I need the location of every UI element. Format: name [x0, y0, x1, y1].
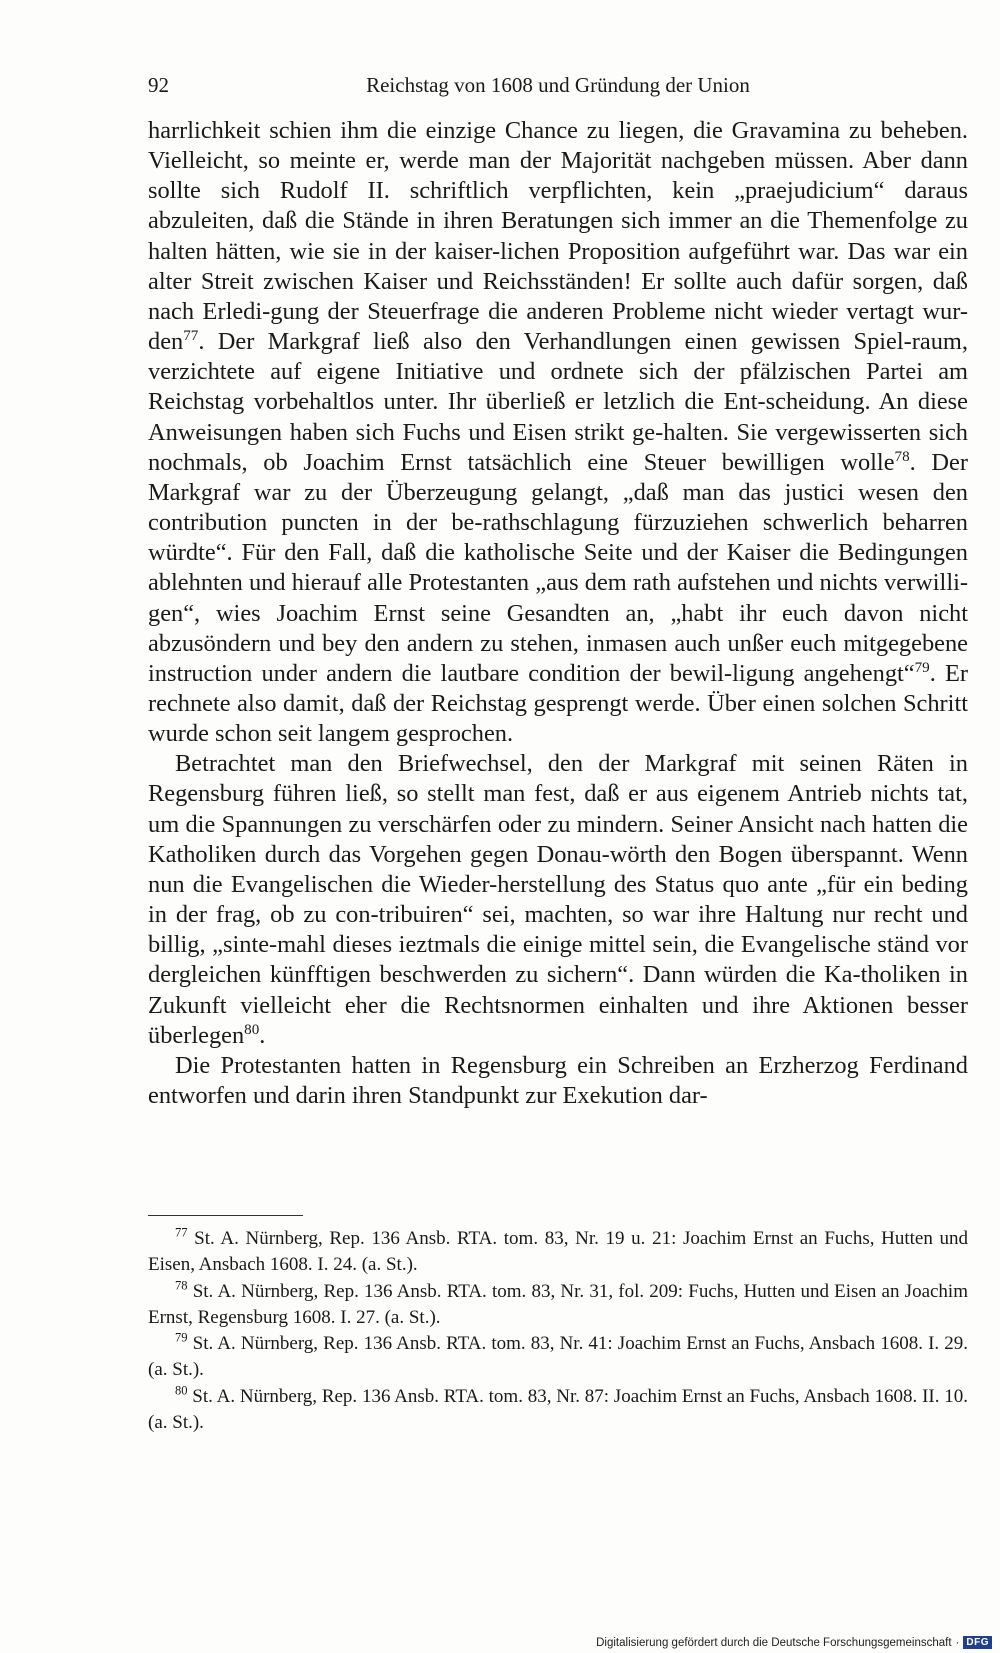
paragraph [148, 1051, 968, 1111]
footnote-number: 77 [175, 1225, 188, 1240]
footnote-number: 79 [175, 1330, 188, 1345]
page-number: 92 [148, 73, 169, 97]
footnote-text: St. A. Nürnberg, Rep. 136 Ansb. RTA. tom. 83, Nr. 41: Joachim Ernst an Fuchs, Ansbach 1608. I. 29. (a. St.). [148, 1333, 968, 1381]
credit-text: Digitalisierung gefördert durch die Deutsche Forschungsgemeinschaft [596, 1636, 952, 1649]
footnote-text: St. A. Nürnberg, Rep. 136 Ansb. RTA. tom. 83, Nr. 87: Joachim Ernst an Fuchs, Ansbach 1608. II. 10. (a. St.). [148, 1385, 968, 1434]
paragraph [148, 116, 968, 749]
digitization-credit [596, 1636, 992, 1649]
footnote-divider [148, 1215, 303, 1216]
footnote-number: 78 [175, 1278, 188, 1293]
footnote-text: St. A. Nürnberg, Rep. 136 Ansb. RTA. tom. 83, Nr. 19 u. 21: Joachim Ernst an Fuchs, Hutten und Eisen, Ansbach 1608. I. 24. (a. St.). [148, 1228, 968, 1276]
text-run: . [259, 1021, 266, 1049]
footnote-ref: 80 [244, 1021, 260, 1038]
footnote-number: 80 [175, 1383, 188, 1398]
text-run: harrlichkeit schien ihm die einzige Chance zu liegen, die Gravamina zu beheben. Vielleicht, so meinte er, werde man der Majorität nachgeben müssen. Aber dann sollte sich Rudolf II. schriftlich verpflichten, kein „praejudicium“ daraus abzuleiten, daß die Stände in ihren Beratungen sich immer an die Themenfolge zu halten hätten, wie sie in der kaiser-lichen Proposition aufgeführt war. Das war ein alter Streit zwischen Kaiser und Reichsständen! Er sollte auch dafür sorgen, daß nach Erledi-gung der Steuerfrage die anderen Probleme nicht wieder vertagt wur-den [148, 117, 968, 356]
footnote-ref: 78 [894, 448, 910, 465]
running-title: Reichstag von 1608 und Gründung der Union [366, 73, 750, 97]
footnote-text: St. A. Nürnberg, Rep. 136 Ansb. RTA. tom. 83, Nr. 31, fol. 209: Fuchs, Hutten und Eisen an Joachim Ernst, Regensburg 1608. I. 27. (a. St.). [148, 1280, 968, 1328]
footnote [148, 1226, 968, 1279]
text-run: Die Protestanten hatten in Regensburg ein Schreiben an Erzherzog Ferdinand entworfen und darin ihren Standpunkt zur Exekution dar- [148, 1051, 968, 1109]
footnote-ref: 79 [914, 659, 930, 676]
footnotes [148, 1226, 968, 1436]
text-run: . Er rechnete also damit, daß der Reichstag gesprengt werde. Über einen solchen Schritt wurde schon seit langem gesprochen. [148, 659, 968, 748]
main-text [148, 116, 968, 1111]
text-run: . Der Markgraf war zu der Überzeugung gelangt, „daß man das justici wesen den contribution puncten in der be-rathschlagung fürzuziehen schwerlich beharren würdte“. Für den Fall, daß die katholische Seite und der Kaiser die Bedingungen ablehnten und hierauf alle Protestanten „aus dem rath aufstehen und nichts verwilli-gen“, wies Joachim Ernst seine Gesandten an, „habt ihr euch davon nicht abzusöndern und bey den andern zu stehen, inmasen auch unßer euch mitgegebene instruction under andern die lautbare condition der bewil-ligung angehengt“ [148, 448, 968, 687]
footnote [148, 1384, 968, 1437]
footnote [148, 1331, 968, 1384]
text-run: . Der Markgraf ließ also den Verhandlungen einen gewissen Spiel-raum, verzichtete auf eigene Initiative und ordnete sich der pfälzischen Partei am Reichstag vorbehaltlos unter. Ihr überließ er letzlich die Ent-scheidung. An diese Anweisungen haben sich Fuchs und Eisen strikt ge-halten. Sie vergewisserten sich nochmals, ob Joachim Ernst tatsächlich eine Steuer bewilligen wolle [148, 328, 968, 476]
dfg-logo-icon: DFG [963, 1636, 992, 1649]
paragraph [148, 749, 968, 1051]
footnote [148, 1279, 968, 1332]
dash-separator: · [955, 1636, 960, 1649]
text-run: Betrachtet man den Briefwechsel, den der Markgraf mit seinen Räten in Regensburg führen ließ, so stellt man fest, daß er aus eigenem Antrieb nichts tat, um die Spannungen zu verschärfen oder zu mindern. Seiner Ansicht nach hatten die Katholiken durch das Vorgehen gegen Donau-wörth den Bogen überspannt. Wenn nun die Evangelischen die Wieder-herstellung des Status quo ante „für ein beding in der frag, ob zu con-tribuiren“ sei, machten, so war ihre Haltung nur recht und billig, „sinte-mahl dieses ieztmals die einige mittel sein, die Evangelische ständ vor dergleichen künfftigen beschwerden zu sichern“. Dann würden die Ka-tholiken in Zukunft vielleicht eher die Rechtsnormen einhalten und ihre Aktionen besser überlegen [148, 750, 968, 1049]
footnote-ref: 77 [183, 327, 199, 344]
